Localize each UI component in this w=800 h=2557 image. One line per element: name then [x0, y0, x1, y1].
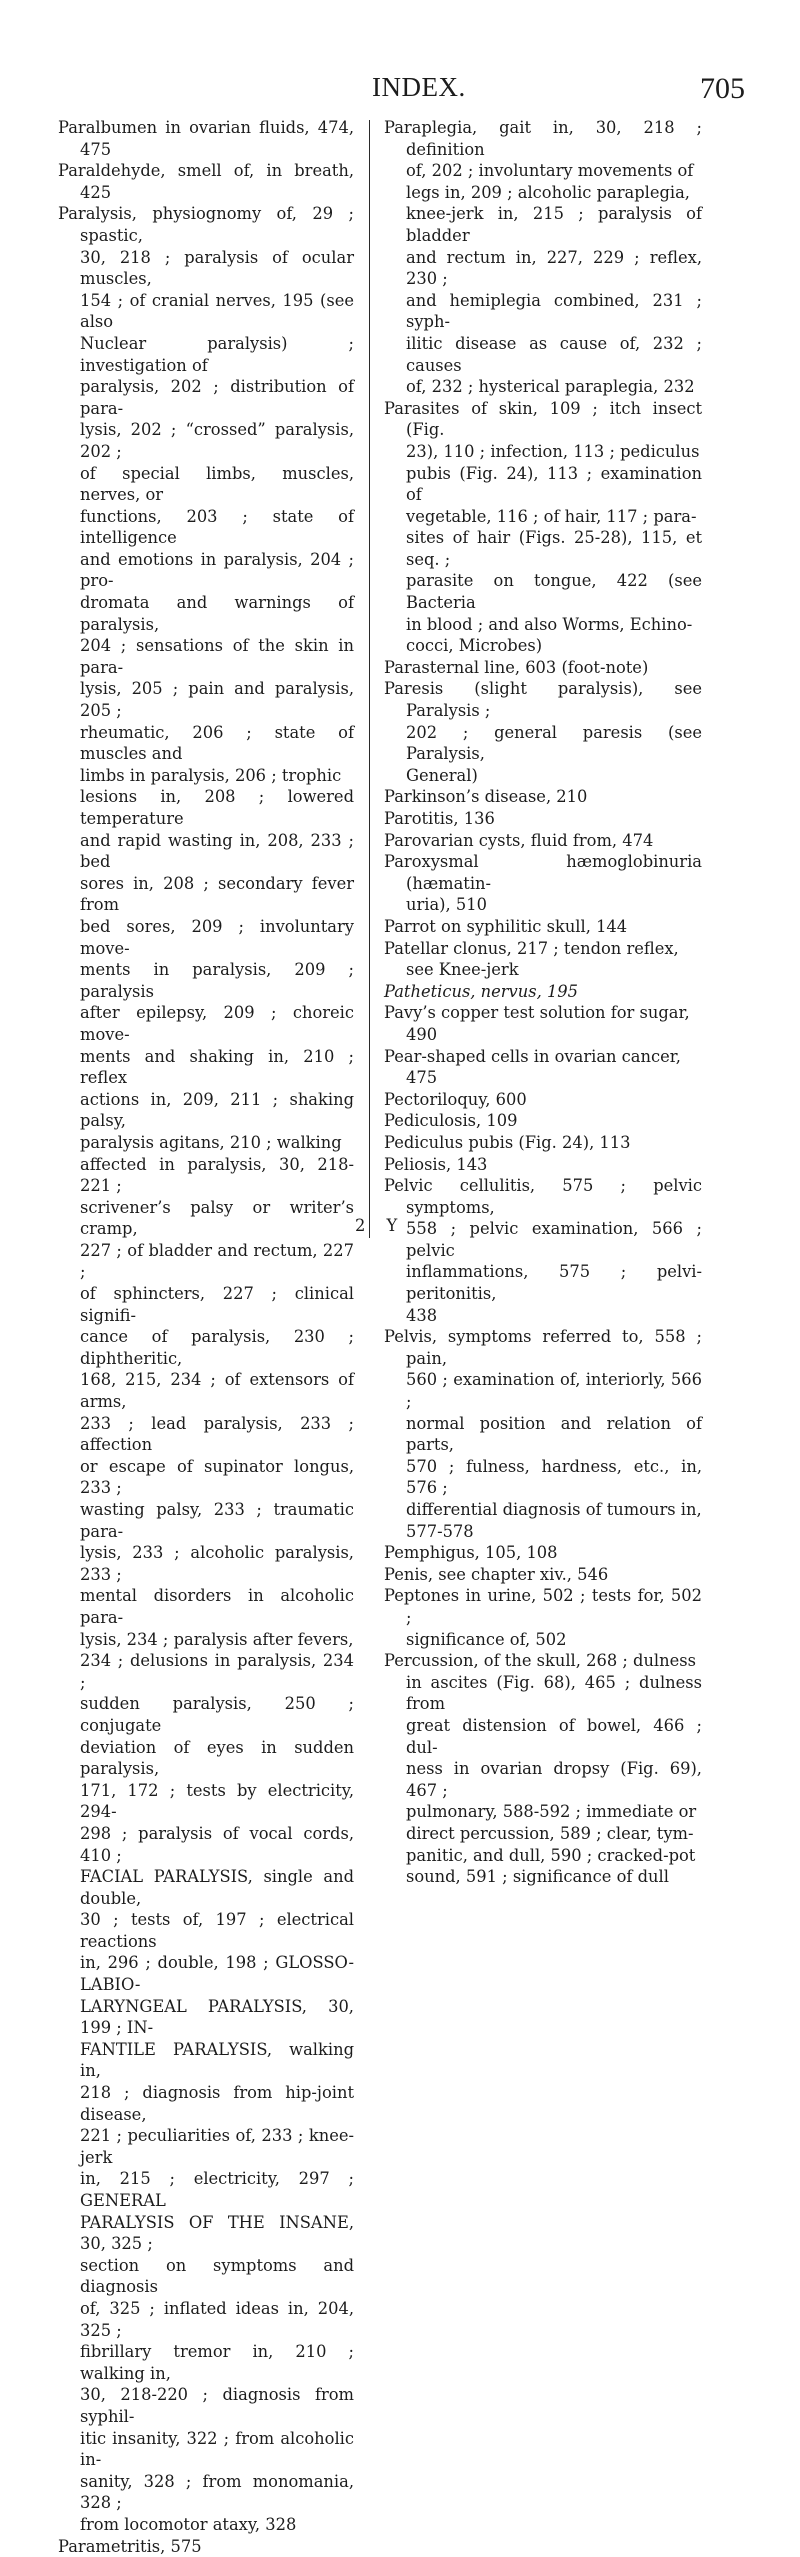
page-title: INDEX. [372, 72, 466, 103]
index-entry: Parrot on syphilitic skull, 144 [384, 916, 702, 938]
index-entry: Peptones in urine, 502 ; tests for, 502 ; significance of, 502 [384, 1585, 702, 1650]
right-column [384, 117, 702, 1888]
index-entry: Patellar clonus, 217 ; tendon reflex, see Knee-jerk [384, 938, 702, 981]
index-entry: Paralbumen in ovarian fluids, 474, 475 [58, 117, 354, 160]
index-entry: Pediculosis, 109 [384, 1110, 702, 1132]
index-entry: Parasites of skin, 109 ; itch insect (Fig. 23), 110 ; infection, 113 ; pediculus pubis (Fig. 24), 113 ; examination of vegetable, 116 ; of hair, 117 ; para- sites of hair (Figs. 25-28), 115, et seq. ; parasite on tongue, 422 (see Bacteria in blood ; and also Worms, Echino- cocci, Microbes) [384, 398, 702, 657]
index-entry: Pavy’s copper test solution for sugar, 490 [384, 1002, 702, 1045]
column-divider [369, 120, 370, 1238]
index-entry: Paraplegia, gait in, 30, 218 ; definition of, 202 ; involuntary movements of legs in, 209 ; alcoholic paraplegia, knee-jerk in, 215 ; paralysis of bladder and rectum in, 227, 229 ; reflex, 230 ; and hemiplegia combined, 231 ; syph- ilitic disease as cause of, 232 ; causes of, 232 ; hysterical paraplegia, 232 [384, 117, 702, 398]
index-entry: Paralysis, physiognomy of, 29 ; spastic, 30, 218 ; paralysis of ocular muscles, 154 ; of cranial nerves, 195 (see also Nuclear paralysis) ; investigation of paralysis, 202 ; distribution of para- lysis, 202 ; “crossed” paralysis, 202 ; of special limbs, muscles, nerves, or functions, 203 ; state of intelligence and emotions in paralysis, 204 ; pro- dromata and warnings of paralysis, 204 ; sensations of the skin in para- lysis, 205 ; pain and paralysis, 205 ; rheumatic, 206 ; state of muscles and limbs in paralysis, 206 ; trophic lesions in, 208 ; lowered temperature and rapid wasting in, 208, 233 ; bed sores in, 208 ; secondary fever from bed sores, 209 ; involuntary move- ments in paralysis, 209 ; paralysis after epilepsy, 209 ; choreic move- ments and shaking in, 210 ; reflex actions in, 209, 211 ; shaking palsy, paralysis agitans, 210 ; walking affected in paralysis, 30, 218-221 ; scrivener’s palsy or writer’s cramp, 227 ; of bladder and rectum, 227 ; of sphincters, 227 ; clinical signifi- cance of paralysis, 230 ; diphtheritic, 168, 215, 234 ; of extensors of arms, 233 ; lead paralysis, 233 ; affection or escape of supinator longus, 233 ; wasting palsy, 233 ; traumatic para- lysis, 233 ; alcoholic paralysis, 233 ; mental disorders in alcoholic para- lysis, 234 ; paralysis after fevers, 234 ; delusions in paralysis, 234 ; sudden paralysis, 250 ; conjugate deviation of eyes in sudden paralysis, 171, 172 ; tests by electricity, 294- 298 ; paralysis of vocal cords, 410 ; FACIAL PARALYSIS, single and double, 30 ; tests of, 197 ; electrical reactions in, 296 ; double, 198 ; GLOSSO-LABIO- LARYNGEAL PARALYSIS, 30, 199 ; IN- FANTILE PARALYSIS, walking in, 218 ; diagnosis from hip-joint disease, 221 ; peculiarities of, 233 ; knee-jerk in, 215 ; electricity, 297 ; GENERAL PARALYSIS OF THE INSANE, 30, 325 ; section on symptoms and diagnosis of, 325 ; inflated ideas in, 204, 325 ; fibrillary tremor in, 210 ; walking in, 30, 218-220 ; diagnosis from syphil- itic insanity, 322 ; from alcoholic in- sanity, 328 ; from monomania, 328 ; from locomotor ataxy, 328 [58, 203, 354, 2535]
index-entry: Pelvic cellulitis, 575 ; pelvic symptoms, 558 ; pelvic examination, 566 ; pelvic inflammations, 575 ; pelvi-peritonitis, 438 [384, 1175, 702, 1326]
index-entry: Parametritis, 575 [58, 2536, 354, 2557]
index-entry: Pediculus pubis (Fig. 24), 113 [384, 1132, 702, 1154]
left-column [58, 117, 354, 2557]
signature-mark: 2 Y [355, 1216, 405, 1235]
index-entry: Percussion, of the skull, 268 ; dulness in ascites (Fig. 68), 465 ; dulness from great distension of bowel, 466 ; dul- ness in ovarian dropsy (Fig. 69), 467 ; pulmonary, 588-592 ; immediate or direct percussion, 589 ; clear, tym- panitic, and dull, 590 ; cracked-pot sound, 591 ; significance of dull [384, 1650, 702, 1888]
index-entry: Paroxysmal hæmoglobinuria (hæmatin- uria), 510 [384, 851, 702, 916]
index-entry: Peliosis, 143 [384, 1154, 702, 1176]
index-entry: Paresis (slight paralysis), see Paralysis ; 202 ; general paresis (see Paralysis, General) [384, 678, 702, 786]
index-entry: Parkinson’s disease, 210 [384, 786, 702, 808]
index-entry: Parotitis, 136 [384, 808, 702, 830]
index-entry: Pectoriloquy, 600 [384, 1089, 702, 1111]
index-entry: Penis, see chapter xiv., 546 [384, 1564, 702, 1586]
index-entry: Parasternal line, 603 (foot-note) [384, 657, 702, 679]
index-entry: Pear-shaped cells in ovarian cancer, 475 [384, 1046, 702, 1089]
index-entry: Parovarian cysts, fluid from, 474 [384, 830, 702, 852]
index-entry: Pemphigus, 105, 108 [384, 1542, 702, 1564]
page-number: 705 [700, 72, 745, 106]
index-entry: Pelvis, symptoms referred to, 558 ; pain, 560 ; examination of, interiorly, 566 ; normal position and relation of parts, 570 ; fulness, hardness, etc., in, 576 ; differential diagnosis of tumours in, 577-578 [384, 1326, 702, 1542]
index-entry: Patheticus, nervus, 195 [384, 981, 702, 1003]
index-entry: Paraldehyde, smell of, in breath, 425 [58, 160, 354, 203]
